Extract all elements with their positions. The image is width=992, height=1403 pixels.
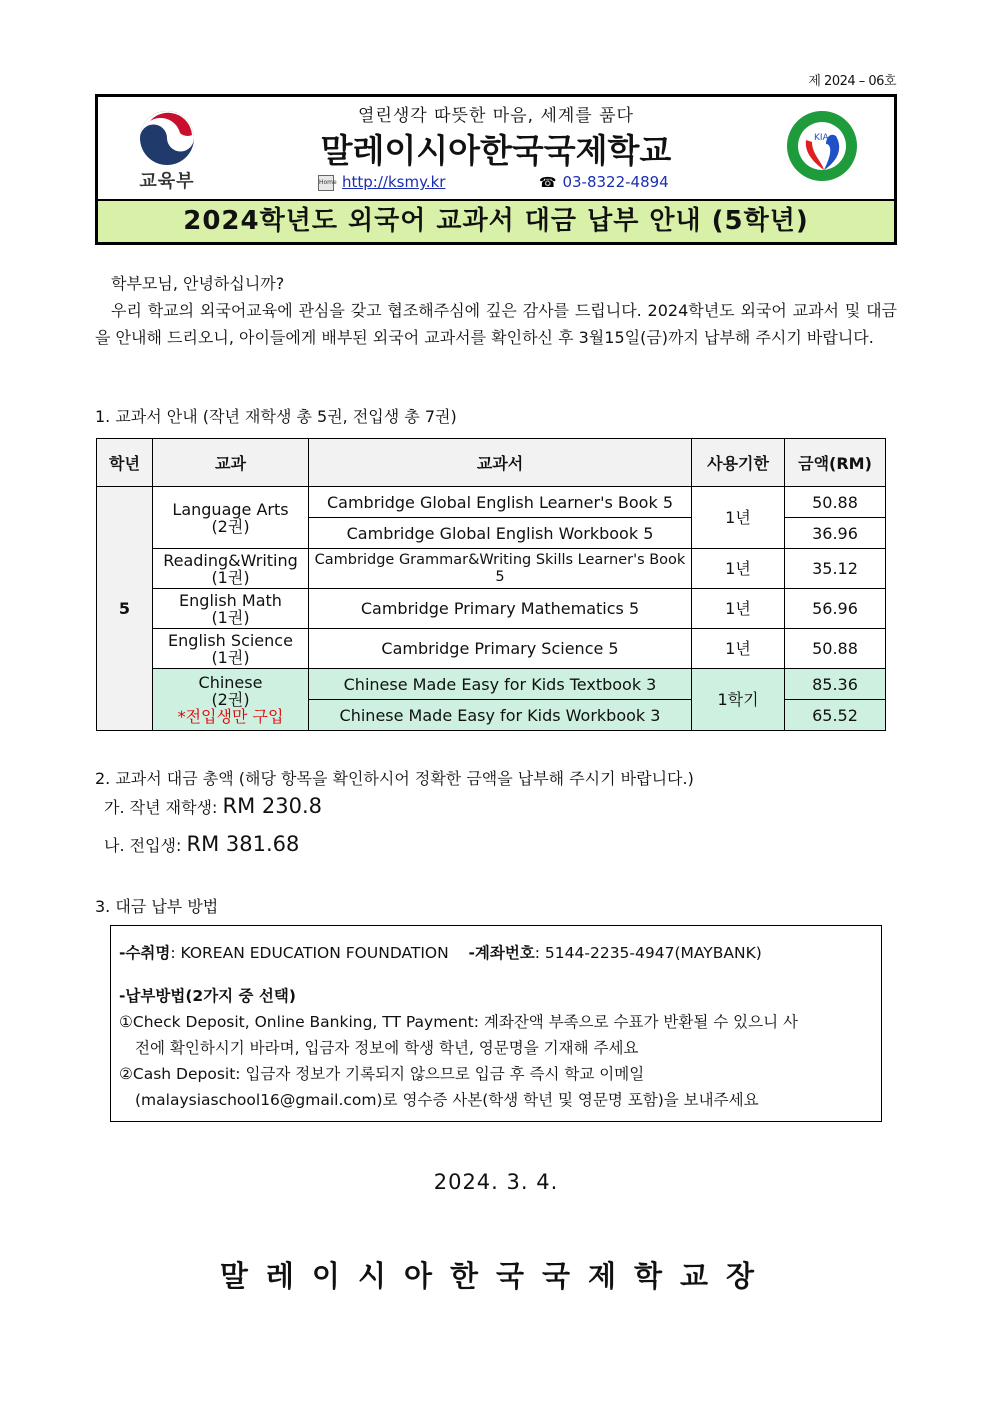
header-subject: 교과 (153, 439, 309, 487)
total-returning-students (104, 794, 322, 818)
price-cell: 56.96 (785, 589, 886, 629)
period-cell: 1년 (692, 589, 785, 629)
school-name: 말레이시아한국국제학교 (320, 131, 672, 170)
subject-name: English Science (168, 630, 293, 650)
header-period: 사용기한 (692, 439, 785, 487)
svg-text:KIA: KIA (814, 133, 829, 143)
subject-name: Reading&Writing (163, 550, 298, 570)
total-label: 가. 작년 재학생: (104, 798, 223, 817)
payee-label: -수취명 (119, 944, 171, 962)
table-row (97, 669, 886, 700)
subject-cell (153, 589, 309, 629)
transfer-only-note: *전입생만 구입 (177, 707, 284, 726)
section-1-title: 1. 교과서 안내 (작년 재학생 총 5권, 전입생 총 7권) (95, 407, 457, 426)
method-2-line-1: ②Cash Deposit: 입금자 정보가 기록되지 않으므로 입금 후 즉시 학교 이메일 (119, 1065, 645, 1083)
school-emblem-icon (786, 110, 858, 182)
payee-value: : KOREAN EDUCATION FOUNDATION (170, 944, 449, 962)
period-cell: 1년 (692, 487, 785, 549)
subject-count: (1권) (211, 567, 250, 587)
textbook-cell: Cambridge Global English Learner's Book 5 (309, 487, 692, 518)
price-cell: 35.12 (785, 549, 886, 589)
period-cell: 1년 (692, 629, 785, 669)
intro-paragraph (95, 270, 897, 351)
subject-count: (1권) (211, 607, 250, 627)
document-number: 제 2024 – 06호 (808, 74, 896, 89)
table-row (97, 549, 886, 589)
slogan: 열린생각 따뜻한 마음, 세계를 품다 (358, 106, 634, 126)
subject-count: (2권) (211, 690, 250, 709)
intro-body: 우리 학교의 외국어교육에 관심을 갖고 협조해주심에 깊은 감사를 드립니다. 2024학년도 외국어 교과서 및 대금을 안내해 드리오니, 아이들에게 배부된 외국어 교과서를 확인하신 후 3월15일(금)까지 납부해 주시기 바랍니다. (95, 301, 897, 347)
header-grade: 학년 (97, 439, 153, 487)
price-cell: 50.88 (785, 629, 886, 669)
payment-info-box (110, 925, 882, 1122)
method-title-text: -납부방법(2가지 중 선택) (119, 987, 296, 1005)
section-3-title: 3. 대금 납부 방법 (95, 897, 219, 916)
website-link[interactable]: http://ksmy.kr (342, 173, 446, 191)
textbook-cell: Cambridge Primary Mathematics 5 (309, 589, 692, 629)
contact-info (318, 173, 669, 191)
textbook-table (96, 438, 886, 731)
ministry-label: 교육부 (139, 171, 195, 192)
method-1-line-2: 전에 확인하시기 바라며, 입금자 정보에 학생 학년, 영문명을 기재해 주세요 (135, 1039, 639, 1057)
phone-text: 03-8322-4894 (562, 173, 669, 191)
table-header-row (97, 439, 886, 487)
textbook-cell: Chinese Made Easy for Kids Textbook 3 (309, 669, 692, 700)
subject-count: (1권) (211, 647, 250, 667)
price-cell: 50.88 (785, 487, 886, 518)
section-2-title: 2. 교과서 대금 총액 (해당 항목을 확인하시어 정확한 금액을 납부해 주시기 바랍니다.) (95, 769, 694, 788)
textbook-cell: Chinese Made Easy for Kids Workbook 3 (309, 700, 692, 731)
total-transfer-students (104, 832, 299, 856)
grade-cell: 5 (97, 487, 153, 731)
method-1-line-1: ①Check Deposit, Online Banking, TT Payment: 계좌잔액 부족으로 수표가 반환될 수 있으니 사 (119, 1013, 798, 1031)
subject-cell (153, 549, 309, 589)
letterhead-top (98, 97, 894, 201)
subject-cell (153, 669, 309, 731)
account-value: : 5144-2235-4947(MAYBANK) (534, 944, 762, 962)
price-cell: 36.96 (785, 518, 886, 549)
total-amount: RM 230.8 (222, 794, 322, 818)
account-info (119, 940, 873, 966)
method-title (119, 983, 873, 1009)
price-cell: 85.36 (785, 669, 886, 700)
subject-name: English Math (179, 590, 282, 610)
subject-cell (153, 629, 309, 669)
telephone-icon: ☎ (539, 175, 557, 191)
table-row (97, 589, 886, 629)
header-textbook: 교과서 (309, 439, 692, 487)
greeting: 학부모님, 안녕하십니까? (111, 274, 285, 293)
textbook-cell: Cambridge Grammar&Writing Skills Learner's Book 5 (309, 549, 692, 589)
total-label: 나. 전입생: (104, 836, 187, 855)
school-logo (786, 110, 858, 182)
issue-date: 2024. 3. 4. (433, 1170, 559, 1194)
document-title: 2024학년도 외국어 교과서 대금 납부 안내 (5학년) (98, 201, 894, 242)
period-cell: 1학기 (692, 669, 785, 731)
price-cell: 65.52 (785, 700, 886, 731)
method-2-line-2: (malaysiaschool16@gmail.com)로 영수증 사본(학생 학년 및 영문명 포함)을 보내주세요 (135, 1091, 759, 1109)
textbook-cell: Cambridge Primary Science 5 (309, 629, 692, 669)
account-label: -계좌번호 (468, 944, 535, 962)
table-row (97, 629, 886, 669)
subject-name: Chinese (198, 673, 263, 692)
header-price: 금액(RM) (785, 439, 886, 487)
total-amount: RM 381.68 (186, 832, 300, 856)
period-cell: 1년 (692, 549, 785, 589)
phone-number (539, 173, 669, 191)
principal-signature: 말레이시아한국국제학교장 (219, 1259, 773, 1293)
table-row (97, 487, 886, 518)
subject-name: Language Arts (172, 499, 289, 519)
subject-cell (153, 487, 309, 549)
textbook-cell: Cambridge Global English Workbook 5 (309, 518, 692, 549)
home-icon: Home (318, 175, 334, 191)
letterhead (95, 94, 897, 245)
subject-count: (2권) (211, 516, 250, 536)
